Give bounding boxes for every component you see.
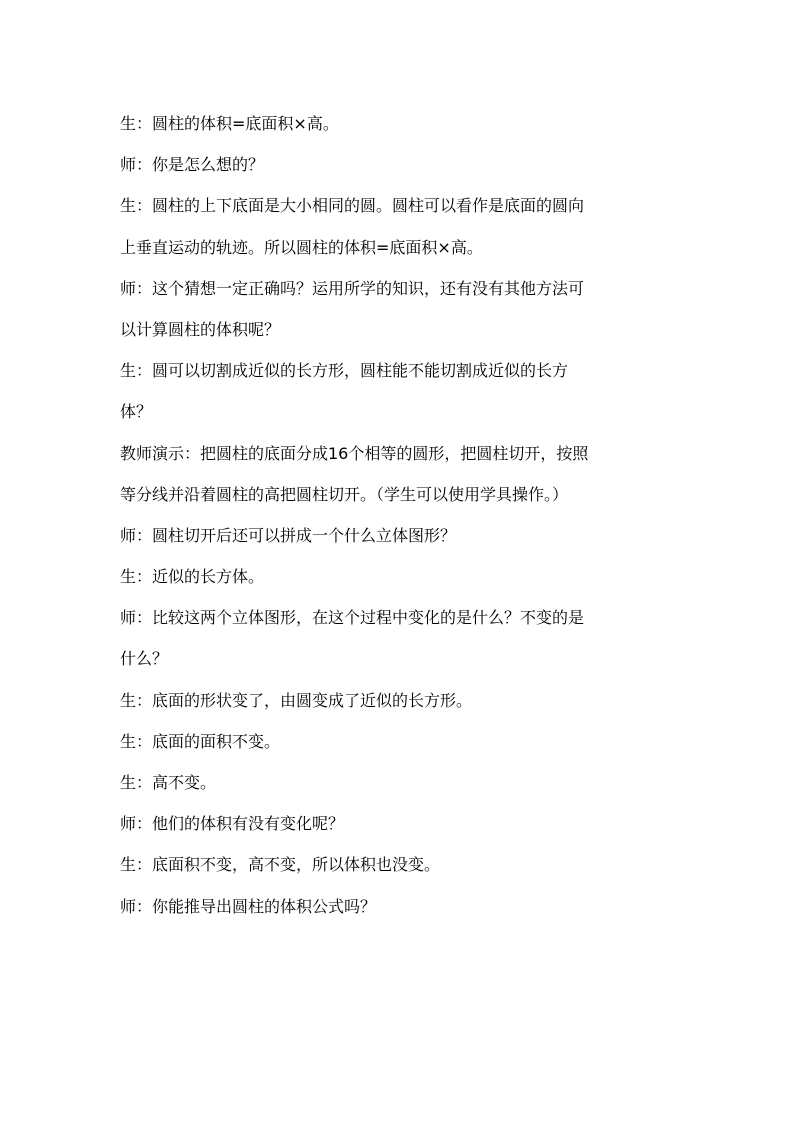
text-line: 师：他们的体积有没有变化呢？ xyxy=(120,814,345,834)
text-line: 师：圆柱切开后还可以拼成一个什么立体图形？ xyxy=(120,525,457,545)
text-line: 生：高不变。 xyxy=(120,773,217,792)
text-line: 生：圆柱的上下底面是大小相同的圆。圆柱可以看作是底面的圆向 xyxy=(120,196,585,216)
text-line: 体？ xyxy=(120,402,153,422)
text-line: 师：你能推导出圆柱的体积公式吗？ xyxy=(120,896,377,916)
text-line: 生：底面积不变，高不变，所以体积也没变。 xyxy=(120,855,441,875)
text-line: 生：圆柱的体积=底面积×高。 xyxy=(120,114,339,133)
text-line: 以计算圆柱的体积呢？ xyxy=(120,319,281,339)
text-line: 生：底面的面积不变。 xyxy=(120,731,281,751)
text-line: 生：底面的形状变了，由圆变成了近似的长方形。 xyxy=(120,690,473,710)
document-body xyxy=(120,103,680,927)
text-line: 上垂直运动的轨迹。所以圆柱的体积=底面积×高。 xyxy=(120,237,483,257)
text-line: 生：圆可以切割成近似的长方形，圆柱能不能切割成近似的长方 xyxy=(120,361,569,381)
text-line: 师：你是怎么想的？ xyxy=(120,155,265,175)
text-line: 师：比较这两个立体图形，在这个过程中变化的是什么？不变的是 xyxy=(120,608,585,628)
text-line: 等分线并沿着圆柱的高把圆柱切开。（学生可以使用学具操作。） xyxy=(120,484,569,504)
text-line: 教师演示：把圆柱的底面分成16个相等的圆形，把圆柱切开，按照 xyxy=(120,443,589,463)
text-line: 什么？ xyxy=(120,649,169,669)
text-line: 生：近似的长方体。 xyxy=(120,567,265,587)
text-line: 师：这个猜想一定正确吗？运用所学的知识，还有没有其他方法可 xyxy=(120,278,585,298)
